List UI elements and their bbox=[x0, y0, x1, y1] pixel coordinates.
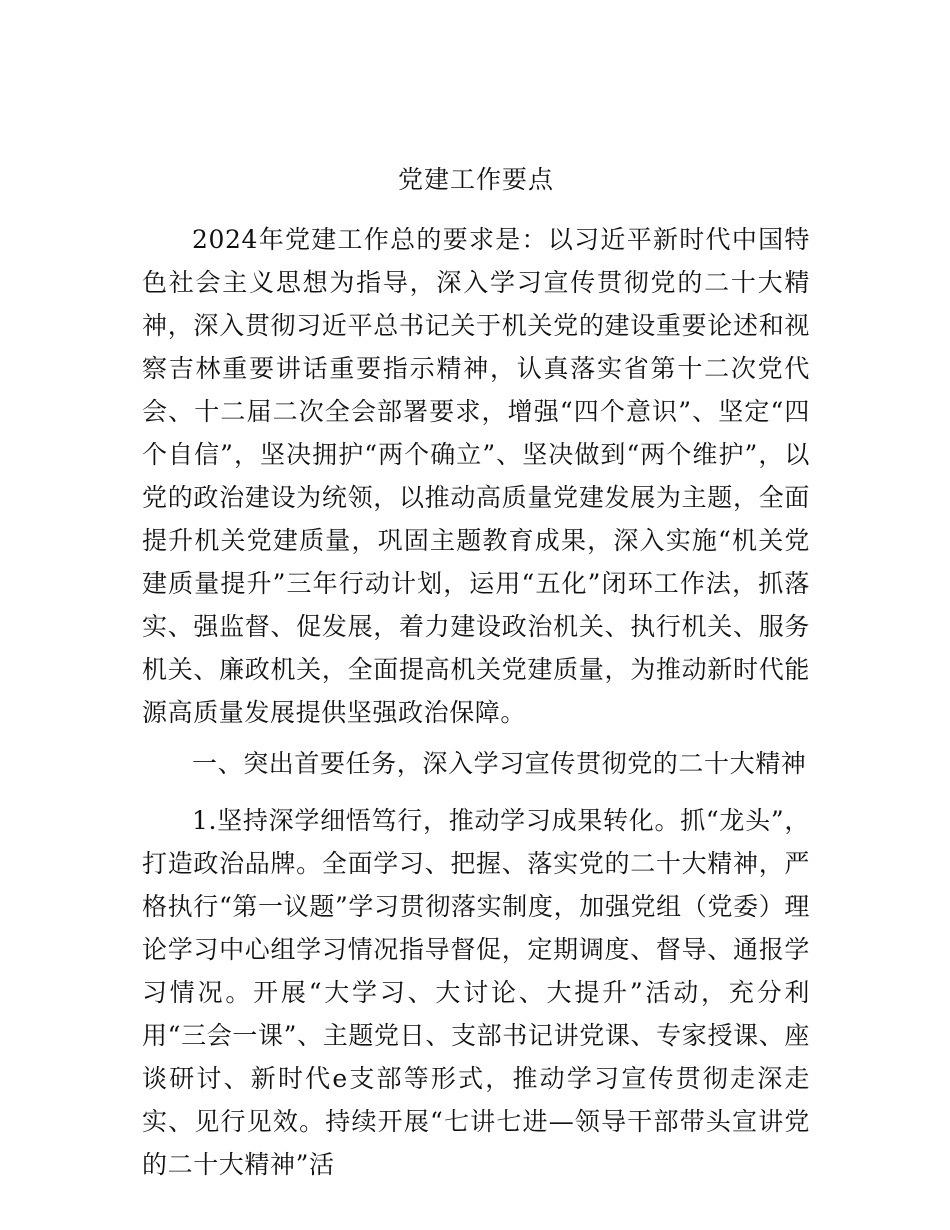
section-heading-1: 一、突出首要任务，深入学习宣传贯彻党的二十大精神 bbox=[192, 749, 807, 778]
paragraph-general-requirements: 2024年党建工作总的要求是：以习近平新时代中国特色社会主义思想为指导，深入学习宣传贯彻党的二十大精神，深入贯彻习近平总书记关于机关党的建设重要论述和视察吉林重要讲话重要指示精神，认真落实省第十二次党代会、十二届二次全会部署要求，增强“四个意识”、坚定“四个自信”，坚决拥护“两个确立”、坚决做到“两个维护”，以党的政治建设为统领，以推动高质量党建发展为主题，全面提升机关党建质量，巩固主题教育成果，深入实施“机关党建质量提升”三年行动计划，运用“五化”闭环工作法，抓落实、强监督、促发展，着力建设政治机关、执行机关、服务机关、廉政机关，全面提高机关党建质量，为推动新时代能源高质量发展提供坚强政治保障。 bbox=[142, 225, 810, 727]
paragraph-item-1: 1.坚持深学细悟笃行，推动学习成果转化。抓“龙头”，打造政治品牌。全面学习、把握、落实党的二十大精神，严格执行“第一议题”学习贯彻落实制度，加强党组（党委）理论学习中心组学习情况指导督促，定期调度、督导、通报学习情况。开展“大学习、大讨论、大提升”活动，充分利用“三会一课”、主题党日、支部书记讲党课、专家授课、座谈研讨、新时代e支部等形式，推动学习宣传贯彻走深走实、见行见效。持续开展“七讲七进—领导干部带头宣讲党的二十大精神”活 bbox=[142, 806, 810, 1179]
document-title: 党建工作要点 bbox=[397, 165, 554, 194]
